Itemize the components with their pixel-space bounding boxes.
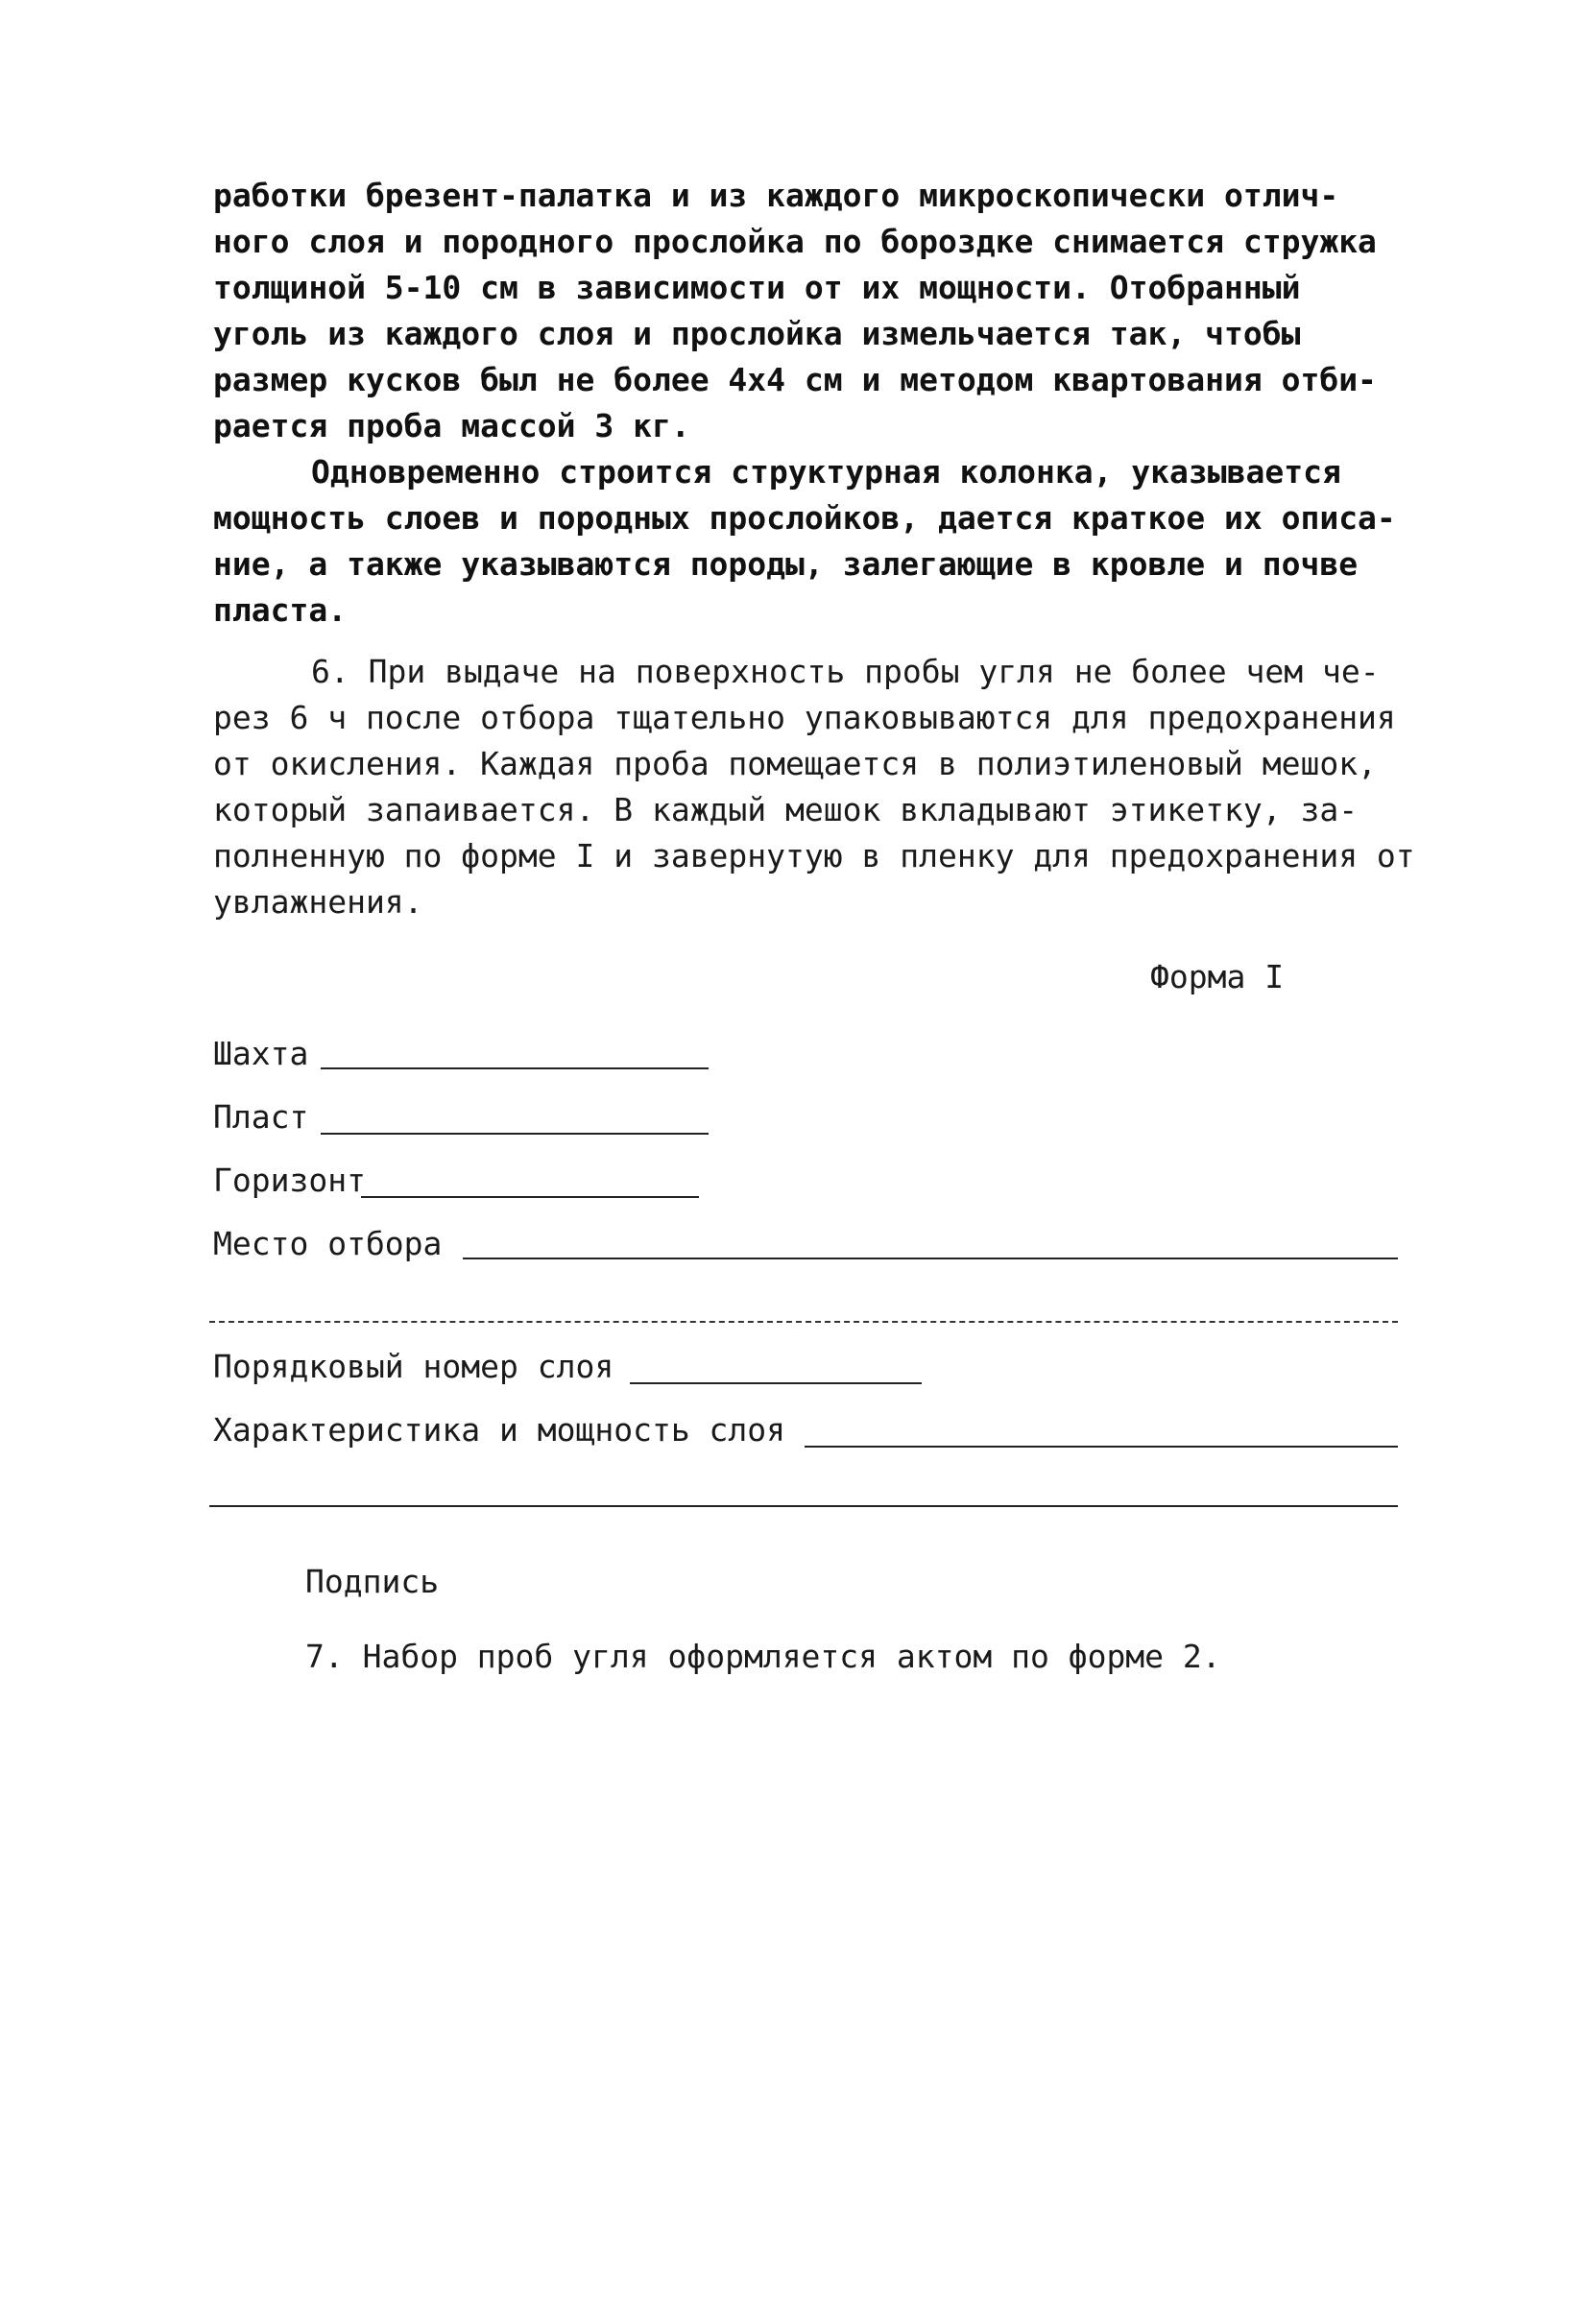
mine-label: Шахта — [213, 1035, 309, 1072]
layer-characteristic-continuation-line[interactable] — [209, 1505, 1398, 1507]
text-line: ние, а также указываются породы, залегающие в кровле и почве — [213, 545, 1359, 583]
text-line: 6. При выдаче на поверхность пробы угля не более чем че- — [311, 653, 1380, 690]
paragraph-3 — [213, 649, 1415, 925]
text-line: Одновременно строится структурная колонка, указывается — [311, 453, 1341, 491]
text-line: размер кусков был не более 4х4 см и методом квартования отби- — [213, 361, 1377, 398]
signature-label: Подпись — [305, 1563, 440, 1600]
place-continuation-line[interactable] — [209, 1321, 1398, 1323]
layer-number-label: Порядковый номер слоя — [213, 1348, 614, 1385]
text-line: уголь из каждого слоя и прослойка измельчается так, чтобы — [213, 315, 1301, 352]
place-label: Место отбора — [213, 1225, 443, 1262]
text-line: работки брезент-палатка и из каждого микроскопически отлич- — [213, 177, 1339, 214]
paragraph-1 — [213, 173, 1404, 449]
place-field-line[interactable] — [463, 1258, 1398, 1259]
text-line: мощность слоев и породных прослойков, дается краткое их описа- — [213, 499, 1396, 537]
horizon-field-line[interactable] — [361, 1196, 699, 1198]
text-line: от окисления. Каждая проба помещается в полиэтиленовый мешок, — [213, 745, 1377, 782]
layer-characteristic-label: Характеристика и мощность слоя — [213, 1411, 786, 1449]
seam-label: Пласт — [213, 1098, 309, 1136]
text-line: рез 6 ч после отбора тщательно упаковываются для предохранения — [213, 699, 1396, 736]
mine-field-line[interactable] — [321, 1067, 709, 1069]
text-line: пласта. — [213, 591, 348, 629]
text-line: увлажнения. — [213, 883, 423, 921]
text-line: толщиной 5-10 см в зависимости от их мощности. Отобранный — [213, 269, 1301, 306]
layer-characteristic-field-line[interactable] — [805, 1446, 1398, 1448]
layer-number-field-line[interactable] — [630, 1382, 922, 1384]
text-line: который запаивается. В каждый мешок вкладывают этикетку, за- — [213, 791, 1359, 828]
paragraph-4: 7. Набор проб угля оформляется актом по форме 2. — [305, 1638, 1221, 1675]
text-line: ного слоя и породного прослойка по бороздке снимается стружка — [213, 223, 1377, 260]
text-line: рается проба массой 3 кг. — [213, 407, 690, 444]
paragraph-2 — [213, 449, 1404, 634]
form-title: Форма I — [1150, 958, 1285, 995]
seam-field-line[interactable] — [321, 1133, 709, 1135]
horizon-label: Горизонт — [213, 1162, 366, 1199]
text-line: полненную по форме I и завернутую в пленку для предохранения от — [213, 837, 1415, 874]
